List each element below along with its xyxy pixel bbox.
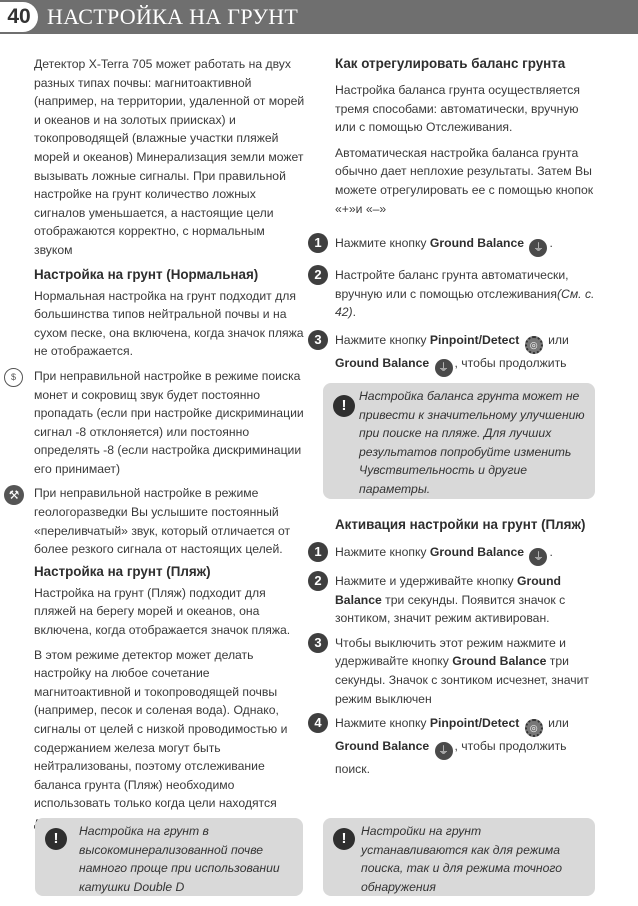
note-right-1: ! Настройка баланса грунта может не привести к значительному улучшению при поиске на пляже. Для лучших результатов попробуйте изменить Чувствительность и другие параметры. <box>323 383 595 499</box>
ground-balance-button-icon: ⏚ <box>529 239 547 257</box>
step-list-1 <box>314 234 595 395</box>
pickaxe-icon: ⚒ <box>4 485 24 505</box>
heading-activate: Активация настройки на грунт (Пляж) <box>335 517 586 532</box>
adjust-paragraph-2: Автоматическая настройка баланса грунта обычно дает неплохие результаты. Затем Вы можете отрегулировать ее с помощью кнопок «+»и «–» <box>335 145 594 216</box>
intro-paragraph: Детектор X-Terra 705 может работать на двух разных типах почвы: магнитоактивной (например, на территории, удаленной от морей и океанов и на золотых приисках) и токопроводящей (влажные участки пляжей морей и океанов) Минерализация земли может вызывать ложные сигналы. При правильной настройке на грунт количество ложных сигналов уменьшается, а настоящие цели отображаются корректно, с нормальным звуком <box>34 57 305 257</box>
heading-normal: Настройка на грунт (Нормальная) <box>34 266 259 282</box>
prospect-mode-paragraph: При неправильной настройке в режиме геологоразведки Вы услышите постоянный «переливчатый» звук, который отличается от более резкого сигнала от настоящих целей. <box>34 486 291 557</box>
left-column <box>8 55 306 832</box>
page-title: НАСТРОЙКА НА ГРУНТ <box>47 4 299 29</box>
coin-mode-icon: $ <box>4 368 23 387</box>
page-header <box>0 0 638 34</box>
step-item: 3 Чтобы выключить этот режим нажмите и удерживайте кнопку Ground Balance три секунды. Значок с зонтиком исчезнет, значит режим выключен <box>335 634 595 708</box>
pinpoint-detect-button-icon: ◎ <box>525 719 543 737</box>
exclamation-icon: ! <box>45 828 67 850</box>
ground-balance-button-icon: ⏚ <box>435 742 453 760</box>
right-column <box>314 55 595 396</box>
beach-paragraph-1: Настройка на грунт (Пляж) подходит для пляжей на берегу морей и океанов, она включена, когда отображается значок пляжа. <box>34 585 291 638</box>
heading-adjust: Как отрегулировать баланс грунта <box>335 56 566 71</box>
exclamation-icon: ! <box>333 395 355 417</box>
ground-balance-button-icon: ⏚ <box>435 359 453 377</box>
step-item: 4 Нажмите кнопку Pinpoint/Detect ◎ или Ground Balance ⏚ , чтобы продолжить поиск. <box>335 714 595 779</box>
page-number: 40 <box>0 2 38 32</box>
beach-paragraph-2: В этом режиме детектор может делать настройку на любое сочетание магнитоактивной и токопроводящей почвы (например, песок и соленая вода). Однако, сигналы от целей с низкой проводимостью и содержанием железа могут быть нейтрализованы, поэтому отслеживание баланса грунта (Пляж) необходимо использовать только когда цели находятся <box>34 647 288 811</box>
heading-beach: Настройка на грунт (Пляж) <box>34 563 211 579</box>
step-item: 2 Нажмите и удерживайте кнопку Ground Balance три секунды. Появится значок с зонтиком, значит режим активирован. <box>335 572 595 628</box>
note-right-2: ! Настройки на грунт устанавливаются как для режима поиска, так и для режима точного обнаружения <box>323 818 595 896</box>
step-item: 1 Нажмите кнопку Ground Balance ⏚ . <box>335 543 595 566</box>
step-item: 3 Нажмите кнопку Pinpoint/Detect ◎ или Ground Balance ⏚ , чтобы продолжить <box>335 331 595 396</box>
ground-balance-button-icon: ⏚ <box>529 548 547 566</box>
right-column-lower <box>314 516 595 779</box>
step-item: 2 Настройте баланс грунта автоматически, вручную или с помощью отслеживания(См. с. 42). <box>335 266 595 322</box>
exclamation-icon: ! <box>333 828 355 850</box>
note-left: ! Настройка на грунт в высокоминерализованной почве намного проще при использовании катушки Double D <box>35 818 303 896</box>
adjust-paragraph-1: Настройка баланса грунта осуществляется тремя способами: автоматически, вручную или с помощью Отслеживания. <box>335 83 580 135</box>
normal-paragraph: Нормальная настройка на грунт подходит для большинства типов нейтральной почвы и на сухом песке, она включена, когда значок пляжа не отображается. <box>34 288 304 359</box>
coin-mode-paragraph: При неправильной настройке в режиме поиска монет и сокровищ звук будет постоянно пропадать (если при настройке дискриминации сигнал -8 отклоняется) или постоянно определять -8 (если настройка дискриминации его принимает) <box>34 368 304 476</box>
pinpoint-detect-button-icon: ◎ <box>525 336 543 354</box>
step-item: 1 Нажмите кнопку Ground Balance ⏚ . <box>335 234 595 257</box>
